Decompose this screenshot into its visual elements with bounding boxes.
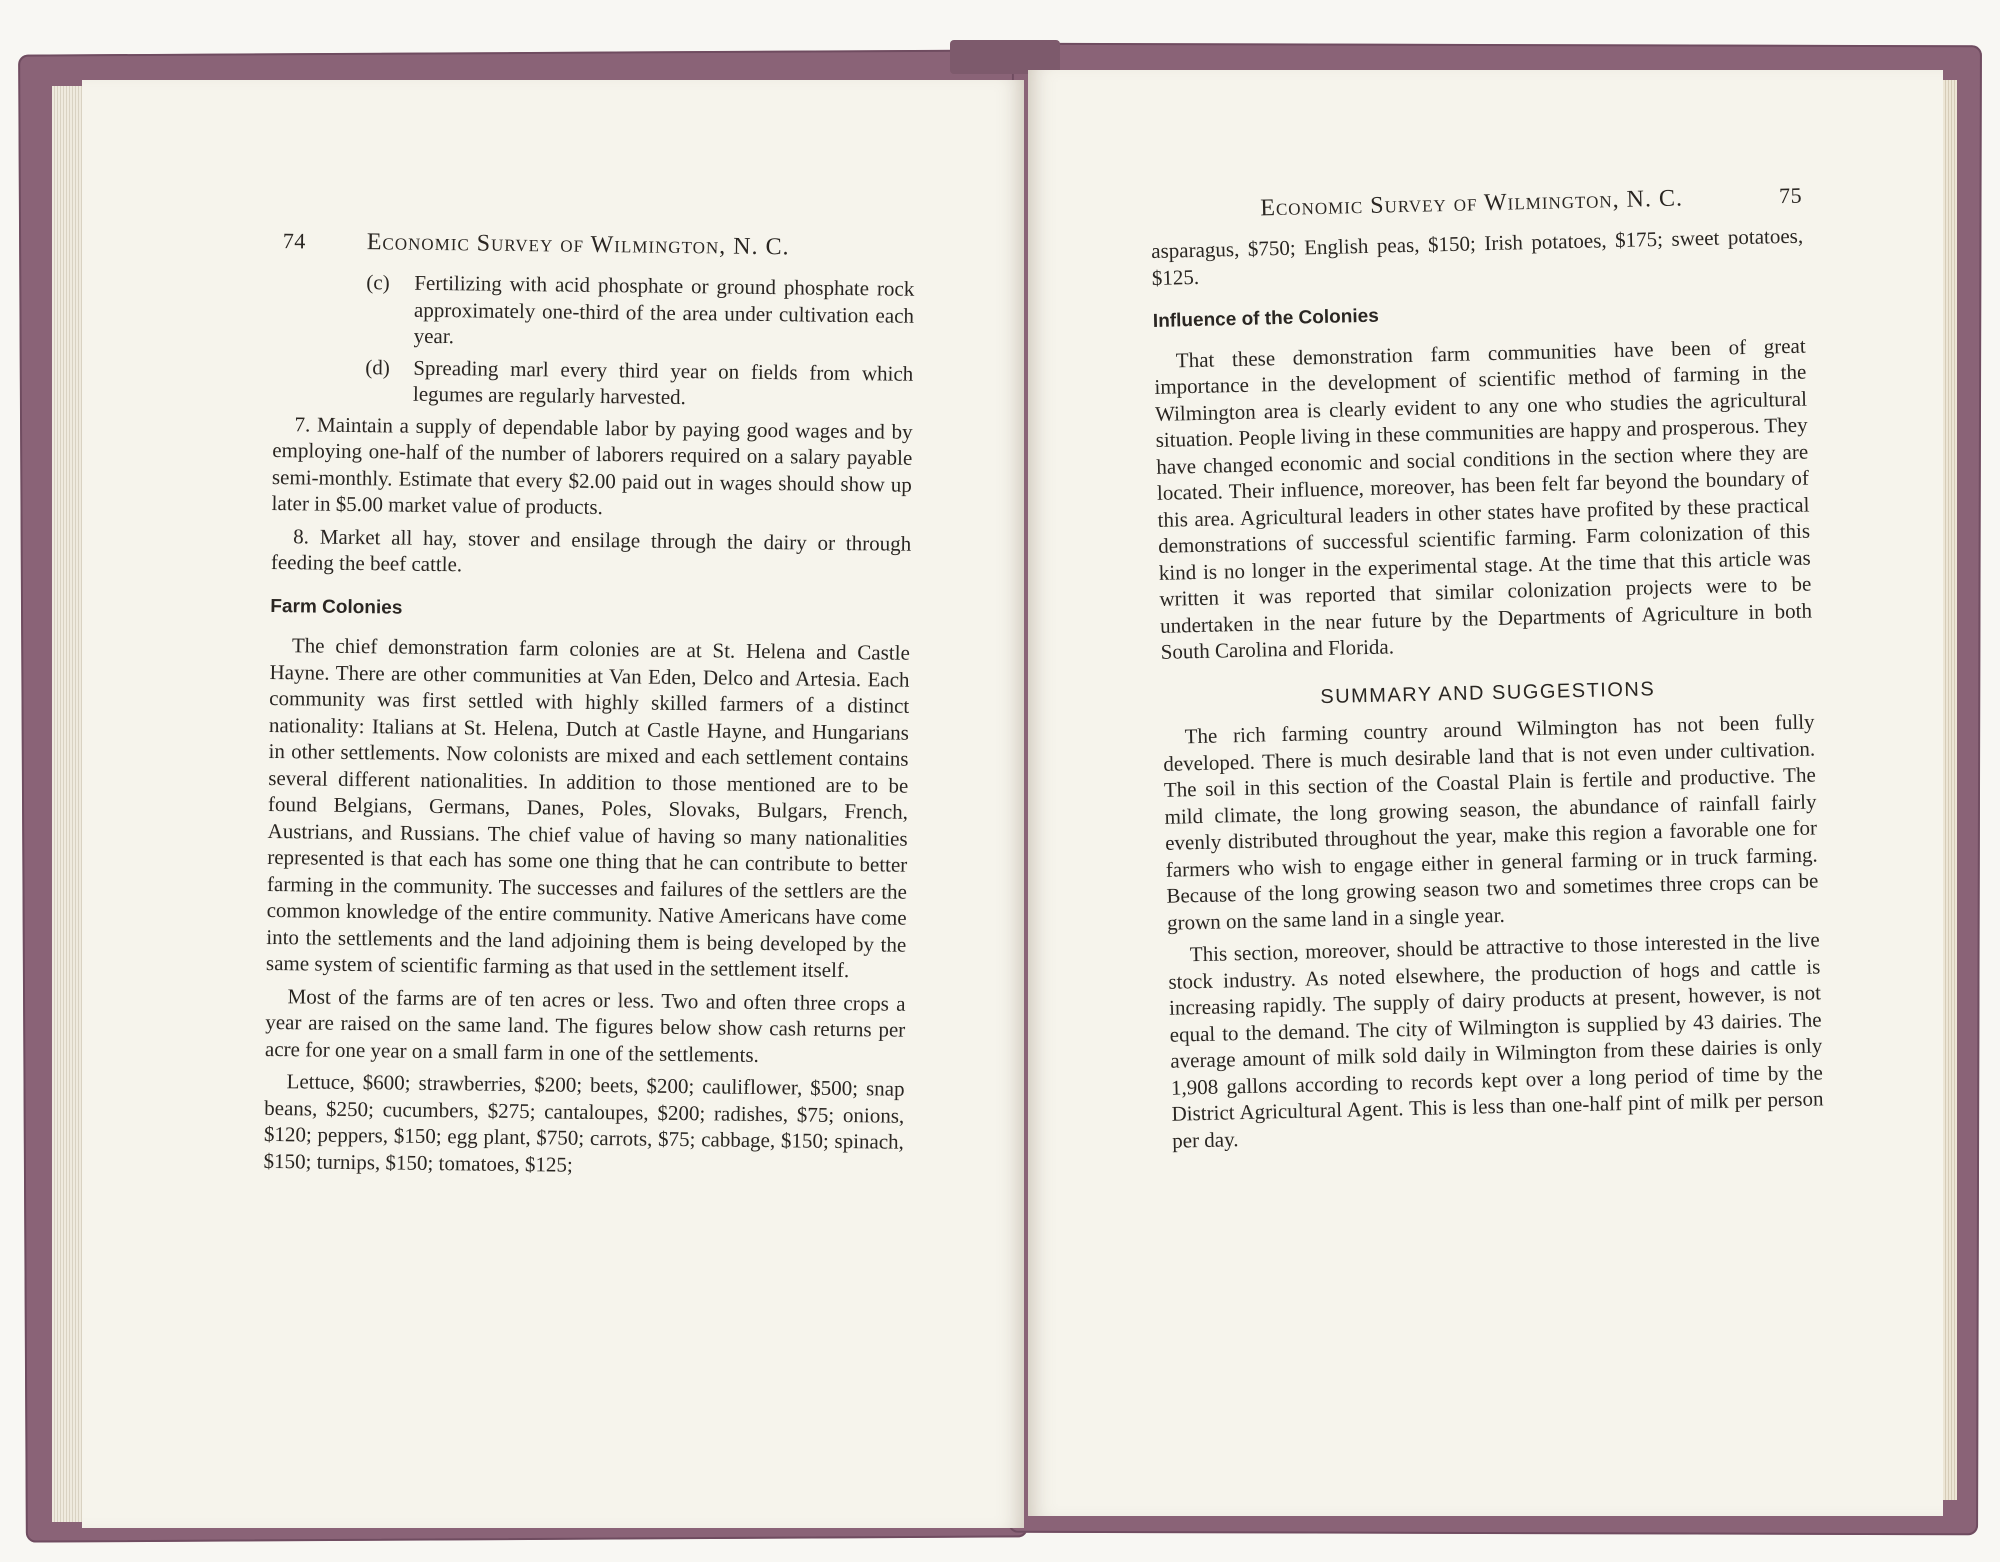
- summary-heading: SUMMARY AND SUGGESTIONS: [1320, 677, 1656, 708]
- section-heading: Farm Colonies: [270, 595, 403, 619]
- right-page-text: [1150, 183, 1824, 1160]
- item-text: Spreading marl every third year on fields from which legumes are regularly harvested.: [412, 355, 914, 410]
- paragraph: The rich farming country around Wilmington has not been fully developed. There is much desirable land that is not even under cultivation. The soil in this section of the Coastal Plain is fertile and productive. The mild climate, the long growing season, the abundance of rainfall fairly evenly distributed throughout the year, make this region a favorable one for farmers who wish to engage either in general farming or in truck farming. Because of the long growing season two and sometimes three crops can be grown on the same land in a single year.: [1163, 709, 1819, 935]
- left-running-head: [275, 228, 915, 276]
- point-8: 8. Market all hay, stover and ensilage through the dairy or through feeding the beef cattle.: [270, 523, 912, 577]
- running-title: Economic Survey of Wilmington, N. C.: [1259, 185, 1684, 222]
- running-title: Economic Survey of Wilmington, N. C.: [366, 229, 790, 261]
- list-item: [365, 354, 914, 414]
- list-item: [366, 269, 915, 355]
- section-heading: Influence of the Colonies: [1152, 305, 1380, 332]
- page-number: 74: [282, 228, 306, 254]
- paragraph: Most of the farms are of ten acres or less. Two and often three crops a year are raised on the same land. The figures below show cash returns per acre for one year on a small farm in one of the settlements.: [264, 983, 906, 1067]
- book-spine: [950, 40, 1060, 74]
- paragraph: The chief demonstration farm colonies are at St. Helena and Castle Hayne. There are other communities at Van Eden, Delco and Artesia. Each community was first settled with highly skilled farmers of a distinct nationality: Italians at St. Helena, Dutch at Castle Hayne, and Hungarians in other settlements. Now colonists are mixed and each settlement contains several different nationalities. In addition to those mentioned are to be found Belgians, Germans, Danes, Poles, Slovaks, Bulgars, French, Austrians, and Russians. The chief value of having so many nationalities represented is that each has some one thing that he can contribute to better farming in the community. The successes and failures of the settlers are the common knowledge of the entire community. Native Americans have come into the settlements and the land adjoining them is being developed by the same system of scientific farming as that used in the settlement itself.: [265, 633, 911, 983]
- left-page-text: [263, 228, 915, 1188]
- page-edges-right: [1943, 80, 1957, 1500]
- paragraph: That these demonstration farm communities have been of great importance in the development of scientific method of farming in the Wilmington area is clearly evident to any one who studies the agricultural situation. People living in these communities are happy and prosperous. They have changed economic and social conditions in the section where they are located. Their influence, moreover, has been felt far beyond the boundary of this area. Agricultural leaders in other states have profited by these practical demonstrations of successful scientific farming. Farm colonization of this kind is no longer in the experimental stage. At the time that this article was written it was reported that similar colonization projects were to be undertaken in the near future by the Departments of Agriculture in both South Carolina and Florida.: [1154, 333, 1813, 664]
- item-label: (d): [365, 354, 390, 379]
- item-label: (c): [366, 270, 390, 295]
- point-7: 7. Maintain a supply of dependable labor by paying good wages and by employing one-half of the number of laborers required on a salary payable semi-monthly. Estimate that every $2.00 paid out in wages should show up later in $5.00 market value of products.: [271, 411, 913, 520]
- paragraph: This section, moreover, should be attractive to those interested in the live stock industry. As noted elsewhere, the production of hogs and cattle is increasing rapidly. The supply of dairy products at present, however, is not equal to the demand. The city of Wilmington is supplied by 43 dairies. The average amount of milk sold daily in Wilmington from these dairies is only 1,908 gallons according to records kept over a long period of time by the District Agricultural Agent. This is less than one-half pint of milk per person per day.: [1168, 927, 1824, 1153]
- item-text: Fertilizing with acid phosphate or ground phosphate rock approximately one-third of the area under cultivation each year.: [413, 270, 915, 349]
- paragraph: Lettuce, $600; strawberries, $200; beets, $200; cauliflower, $500; snap beans, $250; cucumbers, $275; cantaloupes, $200; radishes, $75; onions, $120; peppers, $150; egg plant, $750; carrots, $75; cabbage, $150; spinach, $150; turnips, $150; tomatoes, $125;: [263, 1069, 905, 1177]
- paragraph: asparagus, $750; English peas, $150; Irish potatoes, $175; sweet potatoes, $125.: [1150, 223, 1804, 290]
- page-number: 75: [1778, 182, 1803, 209]
